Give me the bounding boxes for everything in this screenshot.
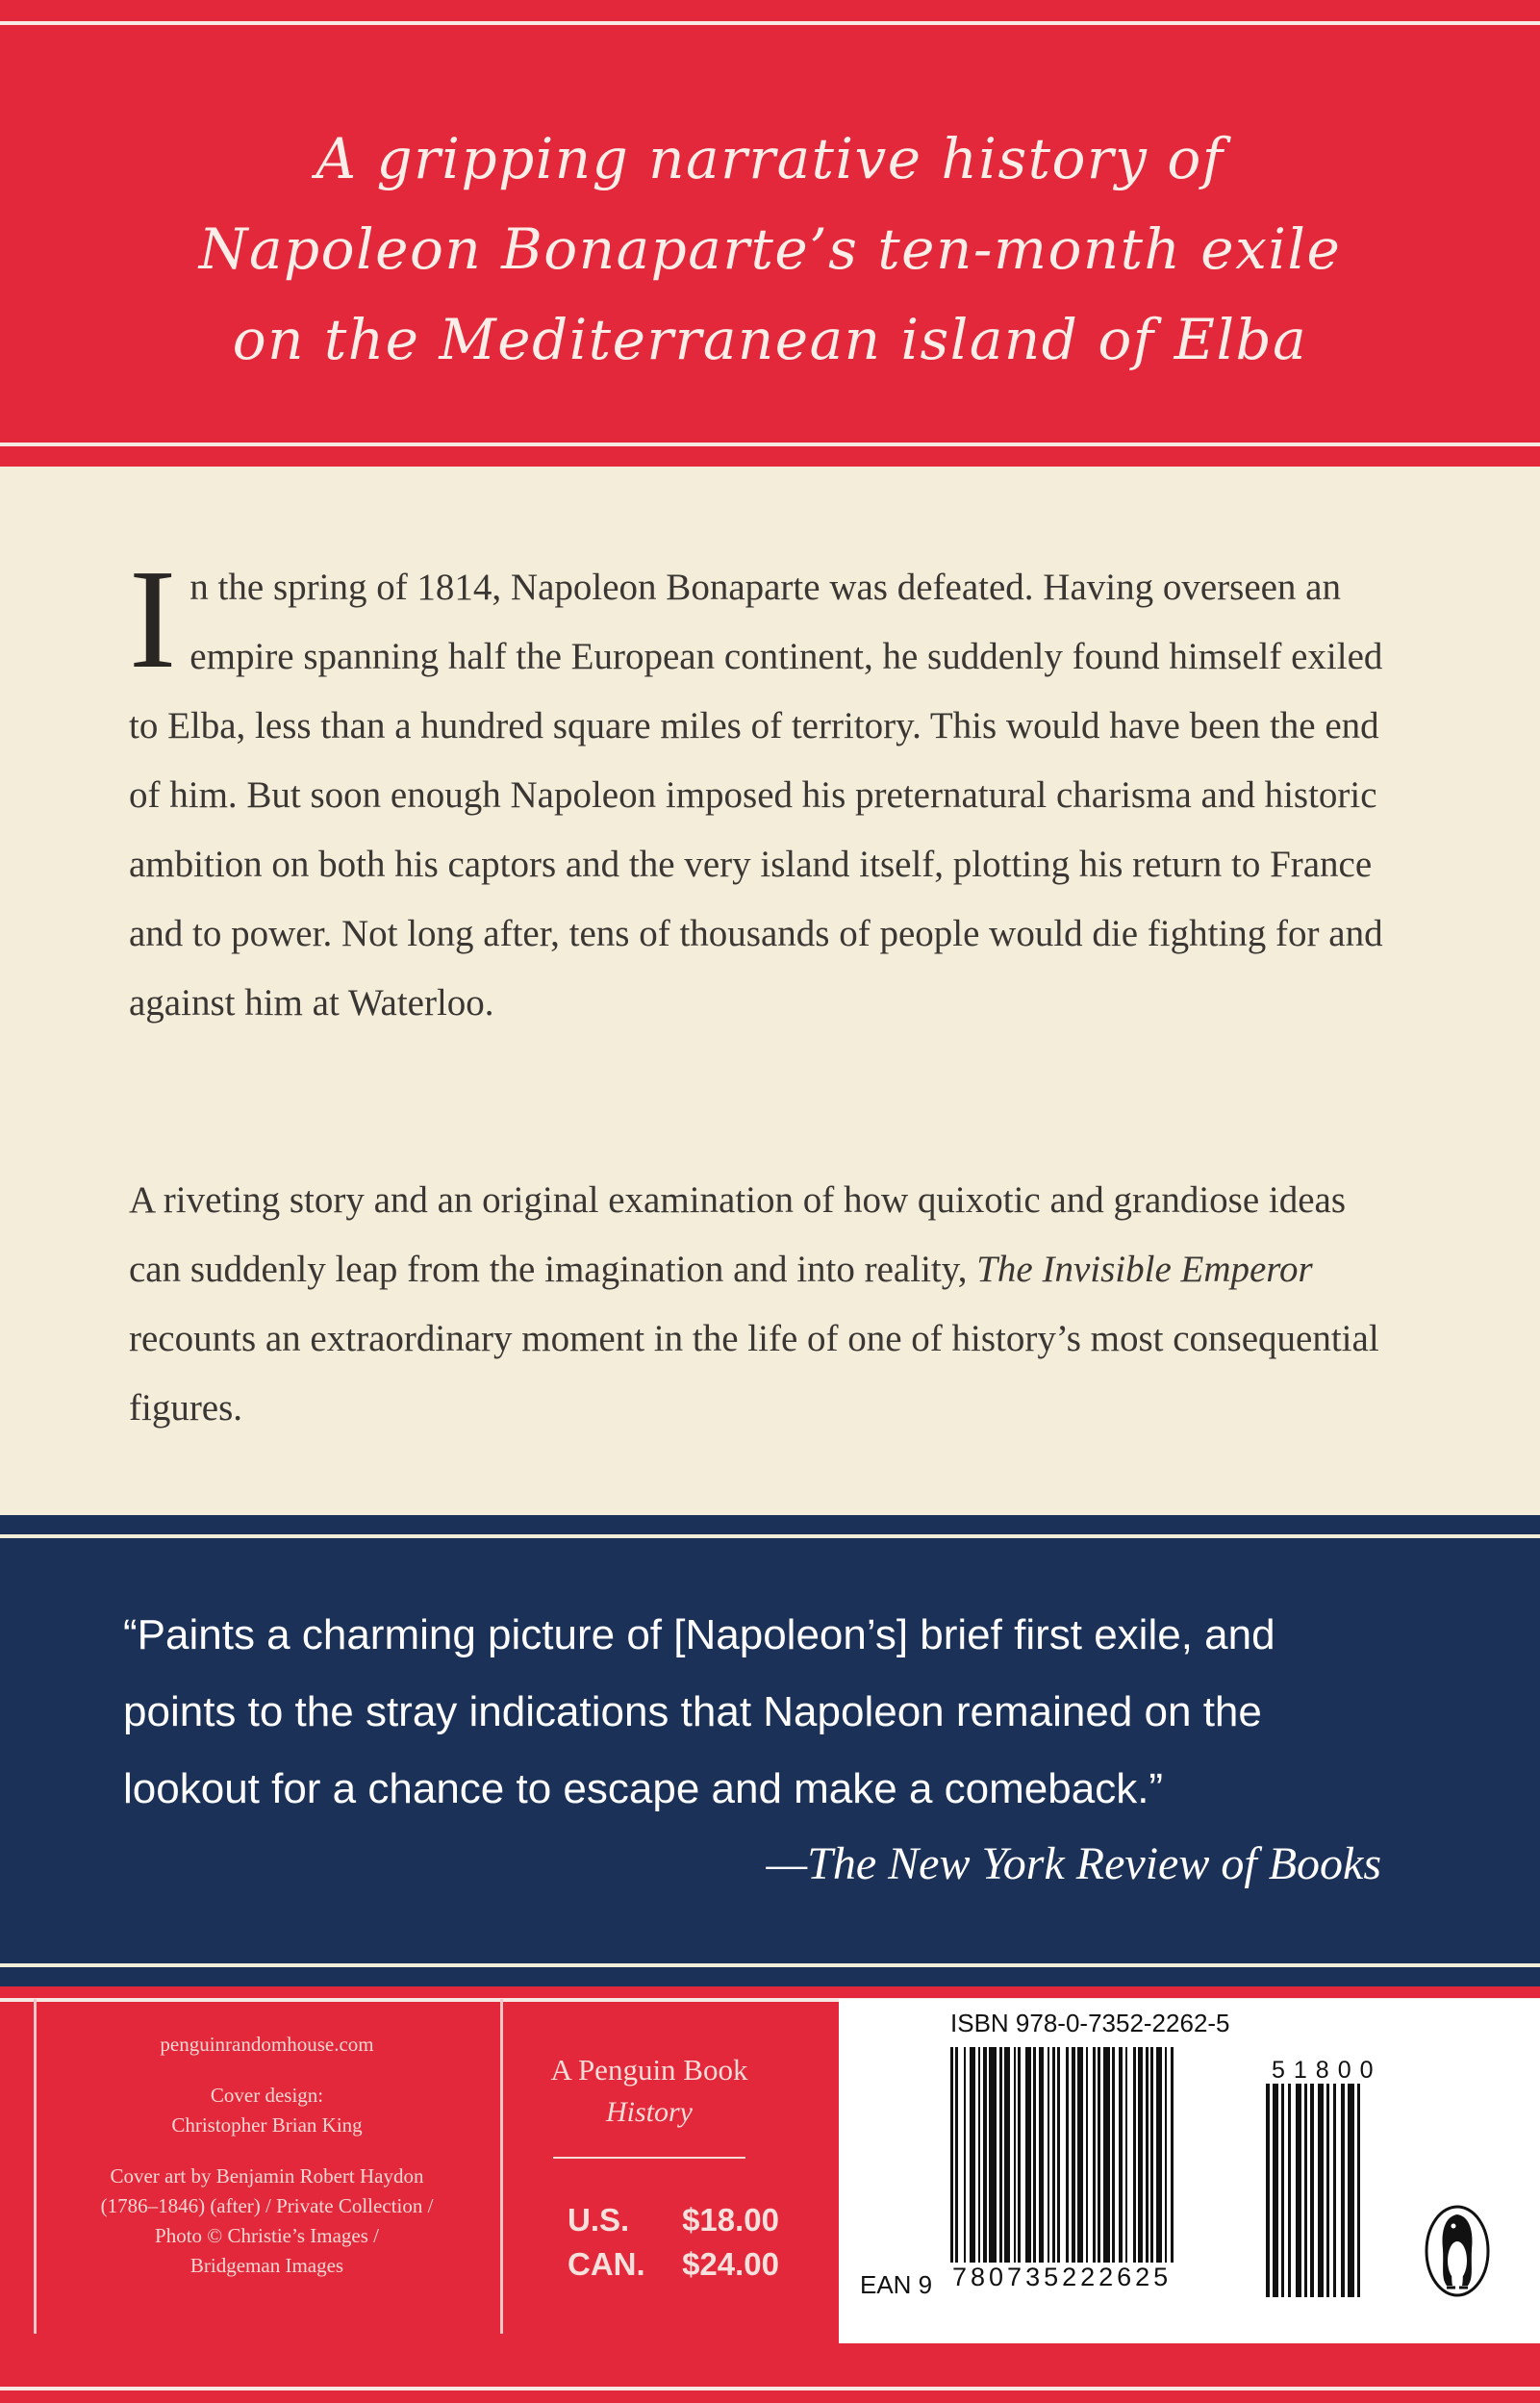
cover-credits bbox=[38, 2030, 495, 2281]
description-paragraph-1 bbox=[129, 541, 1389, 1038]
publisher-bottom-rule bbox=[0, 2387, 1540, 2390]
description-text-1: n the spring of 1814, Napoleon Bonaparte was defeated. Having overseen an empire spanning half the European continent, he suddenly found himself exiled to Elba, less than a hundred square miles of territory. This would have been the end of him. But soon enough Napoleon imposed his preternatural charisma and historic ambition on both his captors and the very island itself, plotting his return to France and to power. Not long after, tens of thousands of people would die fighting for and against him at Waterloo. bbox=[129, 567, 1383, 1024]
imprint-label: A Penguin Book bbox=[550, 2053, 748, 2087]
top-rule bbox=[0, 21, 1540, 25]
addon-digits: 51800 bbox=[1272, 2057, 1382, 2084]
tagline-line-1: A gripping narrative history of bbox=[316, 126, 1224, 191]
publisher-website: penguinrandomhouse.com bbox=[160, 2033, 374, 2056]
tagline bbox=[0, 114, 1540, 385]
tagline-line-3: on the Mediterranean island of Elba bbox=[232, 307, 1308, 372]
art-credit-line-1: Cover art by Benjamin Robert Haydon bbox=[110, 2164, 424, 2188]
price-row-can bbox=[568, 2242, 779, 2287]
publisher-block bbox=[505, 2049, 794, 2159]
art-credit-line-3: Photo © Christie’s Images / bbox=[155, 2224, 379, 2247]
review-quote-line-3: lookout for a chance to escape and make a comeback.” bbox=[123, 1765, 1164, 1812]
cover-design-label: Cover design: bbox=[210, 2084, 324, 2107]
art-credit-line-2: (1786–1846) (after) / Private Collection / bbox=[100, 2194, 434, 2217]
price-divider bbox=[553, 2157, 745, 2159]
ean-digits: 780735222625 bbox=[952, 2263, 1173, 2291]
review-quote-line-1: “Paints a charming picture of [Napoleon’s] brief first exile, and bbox=[123, 1611, 1275, 1658]
addon-barcode bbox=[1266, 2084, 1406, 2297]
review-source: —The New York Review of Books bbox=[766, 1838, 1381, 1889]
tagline-bottom-rule bbox=[0, 443, 1540, 446]
divider-left bbox=[34, 1999, 37, 2334]
tagline-line-2: Napoleon Bonaparte’s ten-month exile bbox=[198, 216, 1342, 282]
book-title: The Invisible Emperor bbox=[976, 1249, 1313, 1290]
price-value: $24.00 bbox=[682, 2246, 779, 2282]
price-value: $18.00 bbox=[682, 2202, 779, 2238]
price-label: CAN. bbox=[568, 2246, 645, 2282]
review-quote-line-2: points to the stray indications that Napoleon remained on the bbox=[123, 1688, 1262, 1735]
price-label: U.S. bbox=[568, 2202, 630, 2238]
description-text-2a: A riveting story and an original examination of how quixotic and grandiose ideas can suddenly leap from the imagination and into reality, bbox=[129, 1179, 1347, 1290]
category-label: History bbox=[606, 2096, 693, 2128]
price-row-us bbox=[568, 2198, 779, 2242]
drop-cap: I bbox=[129, 541, 177, 698]
isbn-number: ISBN 978-0-7352-2262-5 bbox=[950, 2009, 1230, 2037]
description-text-2b: recounts an extraordinary moment in the life of one of history’s most consequential figures. bbox=[129, 1318, 1379, 1429]
price-list bbox=[568, 2198, 779, 2287]
penguin-logo-icon bbox=[1424, 2203, 1491, 2299]
description-paragraph-2 bbox=[129, 1166, 1389, 1443]
review-top-rule bbox=[0, 1534, 1540, 1538]
ean-label: EAN 9 bbox=[860, 2270, 933, 2299]
ean-barcode bbox=[950, 2047, 1258, 2297]
review-quote bbox=[123, 1597, 1402, 1828]
review-bottom-rule bbox=[0, 1963, 1540, 1967]
art-credit-line-4: Bridgeman Images bbox=[189, 2254, 344, 2277]
cover-designer: Christopher Brian King bbox=[171, 2113, 363, 2137]
divider-middle bbox=[500, 1999, 503, 2334]
